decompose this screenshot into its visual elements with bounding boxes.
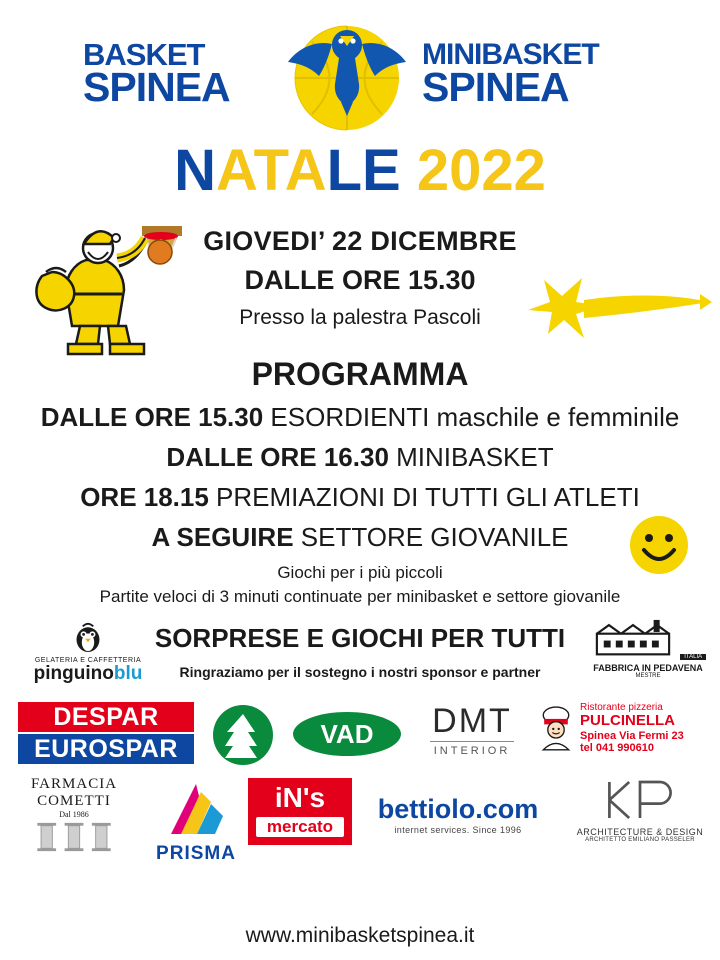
title-part-4: 2022 — [400, 138, 546, 203]
ins-line2: mercato — [256, 817, 344, 837]
sponsor-fabbrica-in-pedavena[interactable] — [588, 618, 708, 698]
sponsor-farmacia-cometti[interactable] — [14, 776, 134, 858]
programma-row-2-time: DALLE ORE 16.30 — [166, 442, 389, 472]
chef-icon — [536, 704, 576, 752]
programma-row-2-text: MINIBASKET — [388, 442, 554, 472]
event-venue: Presso la palestra Pascoli — [239, 306, 481, 329]
ringraziamo-text: Ringraziamo per il sostegno i nostri sponsor e partner — [179, 664, 541, 680]
poster-header — [0, 0, 720, 136]
event-date: GIOVEDI’ 22 DICEMBRE — [203, 226, 517, 256]
sponsor-vad[interactable] — [292, 708, 402, 760]
title-part-3: LE — [326, 138, 401, 203]
minibasket-spinea-wordmark — [422, 38, 637, 110]
event-time: DALLE ORE 15.30 — [244, 265, 476, 295]
page-title — [0, 138, 720, 203]
pulcinella-line1: Ristorante pizzeria — [580, 702, 663, 713]
programma-row-4-time: A SEGUIRE — [151, 522, 294, 552]
programma-row-4-text: SETTORE GIOVANILE — [293, 522, 569, 552]
title-part-2: ATA — [216, 138, 327, 203]
farmacia-line1: FARMACIA — [30, 776, 118, 792]
smiley-face-icon — [628, 514, 690, 576]
programma-row-3-text: PREMIAZIONI DI TUTTI GLI ATLETI — [208, 482, 640, 512]
fabbrica-badge: ITALIA — [680, 654, 706, 660]
programma-row-1-text: ESORDIENTI maschile e femminile — [263, 402, 680, 432]
santa-basketball-illustration-icon — [24, 208, 194, 358]
kp-line1: ARCHITECTURE & DESIGN — [576, 827, 704, 837]
website-url[interactable]: www.minibasketspinea.it — [245, 924, 475, 947]
programma-note-1: Giochi per i più piccoli — [277, 563, 443, 582]
programma-note-2: Partite veloci di 3 minuti continuate per minibasket e settore giovanile — [99, 587, 621, 606]
programma-row-1 — [0, 402, 720, 433]
sponsor-despar-eurospar[interactable] — [18, 702, 194, 764]
wordmark-line2: SPINEA — [83, 64, 230, 111]
programma-row-2 — [0, 442, 720, 473]
sponsor-prisma[interactable] — [146, 782, 246, 865]
programma-heading: PROGRAMMA — [251, 356, 469, 392]
kp-monogram-icon — [604, 778, 676, 822]
prisma-name: PRISMA — [156, 843, 236, 864]
eagle-basketball-logo-icon — [282, 14, 412, 134]
pinguino-tagline: GELATERIA E CAFFETTERIA — [34, 657, 142, 664]
fabbrica-name: FABBRICA IN PEDAVENA — [593, 663, 703, 673]
basket-spinea-wordmark — [83, 36, 278, 111]
title-part-1: N — [174, 138, 216, 203]
pulcinella-line2: PULCINELLA — [580, 712, 675, 730]
pinguino-name-2: blu — [113, 663, 143, 684]
comet-star-icon — [524, 274, 714, 352]
pinguino-name-1: pinguino — [33, 663, 114, 684]
pulcinella-line4: tel 041 990610 — [580, 742, 655, 755]
bettiolo-name: bettiolo.com — [377, 794, 539, 824]
programma-row-4 — [0, 522, 720, 553]
pulcinella-line3: Spinea Via Fermi 23 — [580, 729, 684, 742]
ins-line1: iN's — [274, 782, 326, 813]
columns-icon — [31, 821, 117, 853]
farmacia-line3: Dal 1986 — [59, 810, 89, 819]
sponsor-bettiolo[interactable] — [368, 794, 548, 835]
sponsor-dmt-interior[interactable] — [418, 702, 526, 757]
sponsor-grid — [0, 702, 720, 887]
sponsor-spar[interactable] — [212, 704, 274, 766]
wordmark-right-line2: SPINEA — [422, 63, 569, 110]
factory-icon — [590, 618, 676, 658]
programma-row-3 — [0, 482, 720, 513]
svg-text:VAD: VAD — [320, 719, 374, 749]
sponsor-architecture-design[interactable] — [566, 778, 714, 843]
sponsor-pulcinella[interactable] — [536, 702, 712, 755]
despar-line1: DESPAR — [18, 702, 194, 732]
wordmark-right-line1: MINIBASKET — [422, 38, 599, 72]
bettiolo-sub: internet services. Since 1996 — [394, 825, 522, 835]
sponsor-ins-mercato[interactable] — [248, 778, 352, 845]
sorprese-heading: SORPRESE E GIOCHI PER TUTTI — [154, 623, 566, 653]
farmacia-line2: COMETTI — [37, 793, 111, 809]
event-block — [0, 226, 720, 330]
sponsor-pinguino-blu[interactable] — [18, 622, 158, 698]
despar-line2: EUROSPAR — [18, 734, 194, 764]
dmt-sub: INTERIOR — [433, 745, 511, 757]
kp-line2: ARCHITETTO EMILIANO PASSELER — [585, 837, 695, 843]
fabbrica-sub: MESTRE — [635, 673, 661, 679]
penguin-icon — [61, 622, 115, 652]
wordmark-line1: BASKET — [83, 36, 205, 72]
dmt-name: DMT — [432, 702, 512, 740]
programma-row-1-time: DALLE ORE 15.30 — [40, 402, 264, 432]
prisma-mark-icon — [151, 782, 241, 838]
programma-row-3-time: ORE 18.15 — [80, 482, 209, 512]
